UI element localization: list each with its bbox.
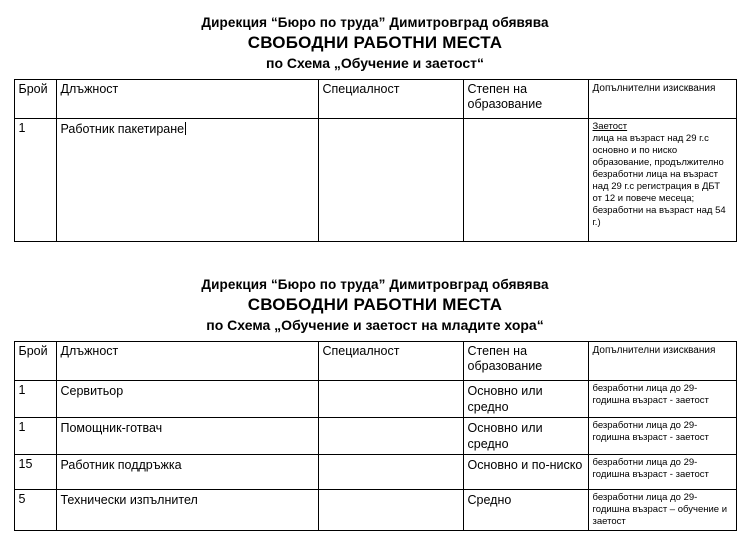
cell-position: Работник поддръжка xyxy=(56,455,318,490)
column-header-count: Брой xyxy=(14,342,56,381)
cell-specialty xyxy=(318,455,463,490)
column-header-position: Длъжност xyxy=(56,342,318,381)
column-header-extra: Допълнителни изисквания xyxy=(588,80,736,119)
cell-education: Основно или средно xyxy=(463,418,588,455)
cell-extra: безработни лица до 29-годишна възраст - заетост xyxy=(588,455,736,490)
section1-heading-line1: Дирекция “Бюро по труда” Димитровград обявява xyxy=(201,15,549,30)
column-header-extra: Допълнителни изисквания xyxy=(588,342,736,381)
table-header-row xyxy=(14,80,736,119)
column-header-education: Степен на образование xyxy=(463,342,588,381)
cell-count: 15 xyxy=(14,455,56,490)
cell-position: Технически изпълнител xyxy=(56,490,318,531)
cell-education: Основно или средно xyxy=(463,381,588,418)
section2-heading-line1: Дирекция “Бюро по труда” Димитровград обявява xyxy=(201,277,549,292)
section2-heading-line3: по Схема „Обучение и заетост на младите хора“ xyxy=(206,317,544,333)
column-header-education: Степен на образование xyxy=(463,80,588,119)
cell-specialty xyxy=(318,119,463,242)
column-header-specialty: Специалност xyxy=(318,80,463,119)
table-row xyxy=(14,119,736,242)
cell-specialty xyxy=(318,381,463,418)
cell-count: 1 xyxy=(14,418,56,455)
cell-count: 1 xyxy=(14,381,56,418)
cell-education: Основно и по-ниско xyxy=(463,455,588,490)
table-row xyxy=(14,381,736,418)
cell-count: 5 xyxy=(14,490,56,531)
column-header-specialty: Специалност xyxy=(318,342,463,381)
table-row xyxy=(14,490,736,531)
vacancy-table-2 xyxy=(14,341,737,531)
section1-heading-line3: по Схема „Обучение и заетост“ xyxy=(265,55,485,71)
section1-heading-line2: СВОБОДНИ РАБОТНИ МЕСТА xyxy=(247,33,503,52)
cell-position: Сервитьор xyxy=(56,381,318,418)
column-header-position: Длъжност xyxy=(56,80,318,119)
text-cursor xyxy=(185,122,186,135)
vacancy-table-1 xyxy=(14,79,737,242)
cell-extra: безработни лица до 29-годишна възраст - заетост xyxy=(588,381,736,418)
table-row xyxy=(14,455,736,490)
section2-heading-line2: СВОБОДНИ РАБОТНИ МЕСТА xyxy=(247,295,503,314)
cell-specialty xyxy=(318,418,463,455)
table-row xyxy=(14,418,736,455)
cell-extra xyxy=(588,119,736,242)
cell-extra: безработни лица до 29-годишна възраст - заетост xyxy=(588,418,736,455)
cell-position-text: Работник пакетиране xyxy=(60,122,185,136)
vacancy-section-2 xyxy=(0,276,750,531)
vacancy-section-1 xyxy=(0,14,750,242)
cell-position: Помощник-готвач xyxy=(56,418,318,455)
cell-education xyxy=(463,119,588,242)
cell-extra-title: Заетост xyxy=(592,121,628,132)
cell-position xyxy=(56,119,318,242)
cell-extra: безработни лица до 29-годишна възраст – обучение и заетост xyxy=(588,490,736,531)
section2-heading xyxy=(0,276,750,335)
cell-education: Средно xyxy=(463,490,588,531)
table-header-row xyxy=(14,342,736,381)
cell-count: 1 xyxy=(14,119,56,242)
section1-heading xyxy=(0,14,750,73)
cell-extra-text: лица на възраст над 29 г.с основно и по ниско образование, продължително безработни лица на възраст над 29 г.с регистрация в ДБТ от 12 и повече месеца; безработни на възраст над 54 г.) xyxy=(592,133,726,228)
column-header-count: Брой xyxy=(14,80,56,119)
cell-specialty xyxy=(318,490,463,531)
